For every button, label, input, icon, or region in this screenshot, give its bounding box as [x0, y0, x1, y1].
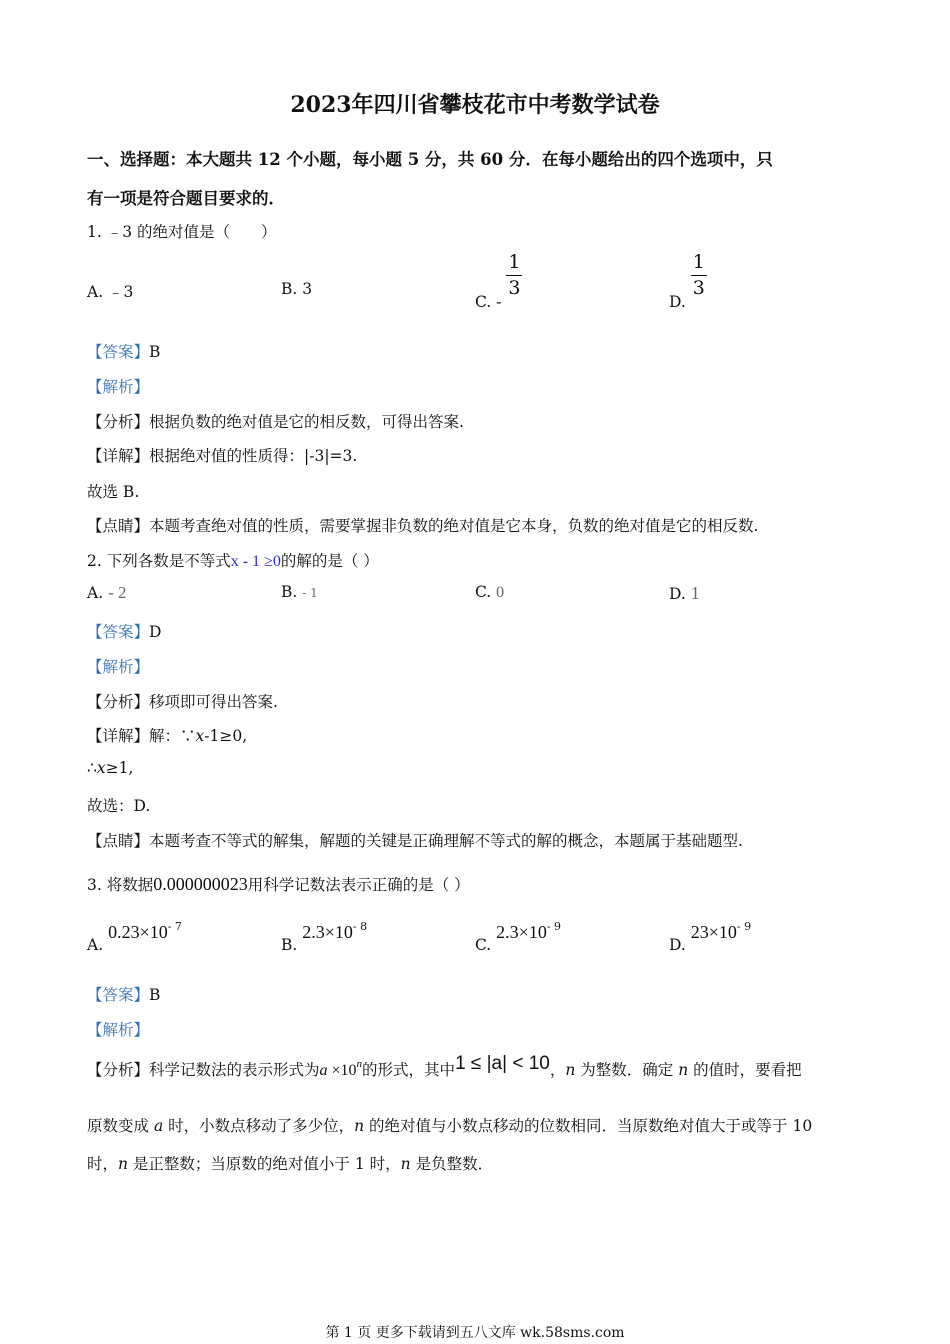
- form-times-ten: ×10: [327, 1062, 357, 1079]
- q3-stem-prefix: 3. 将数据: [87, 876, 154, 894]
- fraction-numerator: 1: [508, 251, 521, 273]
- line3-suffix: 是负整数．: [410, 1155, 494, 1173]
- q2-dianjing: 【点睛】本题考查不等式的解集，解题的关键是正确理解不等式的解的概念，本题属于基础题型.: [87, 832, 743, 850]
- q2-guxuan: 故选：D.: [87, 797, 151, 815]
- q2-therefore: [87, 759, 133, 777]
- variable-a: a: [319, 1062, 328, 1079]
- q3-option-c: [475, 920, 562, 954]
- option-label: A.: [87, 936, 104, 954]
- option-label: B.: [281, 936, 298, 954]
- option-base: 0.23×10: [108, 922, 168, 942]
- option-value: 0: [496, 584, 505, 601]
- q3-analysis-tag: 【解析】: [87, 1021, 150, 1039]
- q3-stem-number: 0.000000023: [153, 874, 248, 894]
- variable-x: x: [96, 759, 106, 777]
- q3-stem: [87, 873, 470, 895]
- q2-analysis-tag: 【解析】: [87, 658, 150, 676]
- xiangjie-prefix: 【详解】解：∵: [87, 727, 196, 745]
- answer-value: B: [149, 343, 161, 361]
- page-title: 2023年四川省攀枝花市中考数学试卷: [290, 92, 660, 118]
- option-base: 23×10: [690, 922, 737, 942]
- q2-option-d: [669, 583, 700, 604]
- section-heading-line1: 一、选择题：本大题共 12 个小题，每小题 5 分，共 60 分．在每小题给出的四个选项中，只: [87, 150, 773, 169]
- q3-fenxi-line1: [87, 1053, 802, 1081]
- option-value: - 2: [108, 583, 127, 602]
- q1-option-c-fraction: [506, 252, 522, 299]
- answer-value: D: [149, 623, 162, 641]
- option-exponent: - 9: [546, 920, 562, 933]
- q1-option-d-fraction: [691, 252, 707, 299]
- option-exponent: - 7: [167, 920, 182, 933]
- answer-value: B: [149, 986, 161, 1004]
- option-label: C.: [475, 583, 492, 601]
- section-heading-line2: 有一项是符合题目要求的．: [87, 189, 285, 208]
- line2-mid: 时，小数点移动了多少位，: [163, 1117, 355, 1135]
- option-value: - 1: [302, 586, 318, 600]
- q2-stem-prefix: 2. 下列各数是不等式: [87, 552, 231, 570]
- variable-n: n: [565, 1061, 576, 1079]
- q1-fenxi: 【分析】根据负数的绝对值是它的相反数，可得出答案.: [87, 413, 464, 431]
- option-label: D.: [669, 936, 686, 954]
- q2-answer: [87, 620, 161, 642]
- q2-option-a: [87, 583, 126, 603]
- q1-option-d: [669, 251, 707, 312]
- fenxi-tail2: 的值时，要看把: [688, 1061, 802, 1079]
- variable-n: n: [118, 1155, 128, 1173]
- q2-stem: [87, 549, 379, 571]
- q1-guxuan: 故选 B.: [87, 483, 140, 501]
- option-base: 2.3×10: [496, 922, 547, 942]
- therefore-suffix: ≥1,: [105, 759, 134, 777]
- range-inequality: 1 ≤ |a| < 10: [455, 1053, 550, 1074]
- q3-fenxi-line3: [87, 1152, 493, 1174]
- line3-mid: 是正整数；当原数的绝对值小于 1 时，: [128, 1155, 401, 1173]
- q1-option-a: A. ﹣3: [87, 283, 134, 301]
- fraction-denominator: 3: [692, 276, 705, 299]
- fenxi-tail1: 为整数．确定: [575, 1061, 679, 1079]
- option-label: A.: [87, 584, 104, 602]
- therefore-symbol: ∴: [87, 759, 97, 777]
- answer-tag: 【答案】: [87, 623, 150, 641]
- variable-n: n: [400, 1155, 411, 1173]
- q1-dianjing: 【点睛】本题考查绝对值的性质，需要掌握非负数的绝对值是它本身，负数的绝对值是它的相反数.: [87, 517, 759, 535]
- fraction-numerator: 1: [692, 251, 705, 273]
- variable-x: x: [195, 727, 205, 745]
- q1-analysis-tag: 【解析】: [87, 378, 150, 396]
- q1-option-d-prefix: D.: [669, 293, 686, 312]
- q2-fenxi: 【分析】移项即可得出答案.: [87, 693, 278, 711]
- option-exponent: - 8: [352, 920, 368, 933]
- q3-answer: [87, 983, 160, 1005]
- line3-prefix: 时，: [87, 1155, 119, 1173]
- q1-stem: 1. ﹣3 的绝对值是（ ）: [87, 223, 277, 241]
- line2-prefix: 原数变成: [87, 1117, 154, 1135]
- xiangjie-suffix: -1≥0,: [204, 727, 248, 745]
- fenxi-mid: 的形式，其中: [362, 1061, 456, 1079]
- q1-option-c: [475, 251, 522, 312]
- variable-n: n: [354, 1117, 365, 1135]
- option-label: C.: [475, 936, 492, 954]
- q3-fenxi-line2: [87, 1114, 812, 1136]
- q1-option-b: B. 3: [281, 280, 313, 298]
- line2-suffix: 的绝对值与小数点移动的位数相同．当原数绝对值大于或等于 10: [364, 1117, 813, 1135]
- fenxi-prefix: 【分析】科学记数法的表示形式为: [87, 1061, 320, 1079]
- q3-stem-suffix: 用科学记数法表示正确的是（ ）: [247, 876, 470, 894]
- variable-n: n: [678, 1061, 689, 1079]
- option-exponent: - 9: [736, 920, 752, 933]
- q1-option-c-prefix: C. -: [475, 293, 502, 312]
- comma: ，: [549, 1061, 566, 1079]
- page-footer: 第 1 页 更多下载请到五八文库 wk.58sms.com: [325, 1325, 625, 1341]
- variable-a: a: [153, 1117, 164, 1135]
- answer-tag: 【答案】: [87, 986, 150, 1004]
- q2-stem-suffix: 的解的是（ ）: [280, 552, 379, 570]
- fraction-denominator: 3: [508, 276, 521, 299]
- variable-n: n: [356, 1058, 363, 1070]
- q2-option-b: [281, 583, 318, 601]
- q3-option-b: [281, 920, 368, 954]
- q2-stem-inequality: x - 1 ≥0: [230, 553, 281, 570]
- option-label: D.: [669, 585, 686, 603]
- q3-option-d: [669, 920, 752, 954]
- answer-tag: 【答案】: [87, 343, 150, 361]
- q2-option-c: [475, 583, 504, 602]
- q3-option-a: [87, 920, 182, 954]
- q1-answer: [87, 340, 160, 362]
- option-base: 2.3×10: [302, 922, 353, 942]
- q1-xiangjie: 【详解】根据绝对值的性质得：|-3|=3.: [87, 447, 358, 465]
- option-value: 1: [690, 583, 700, 603]
- option-label: B.: [281, 583, 298, 601]
- q2-xiangjie: [87, 724, 247, 746]
